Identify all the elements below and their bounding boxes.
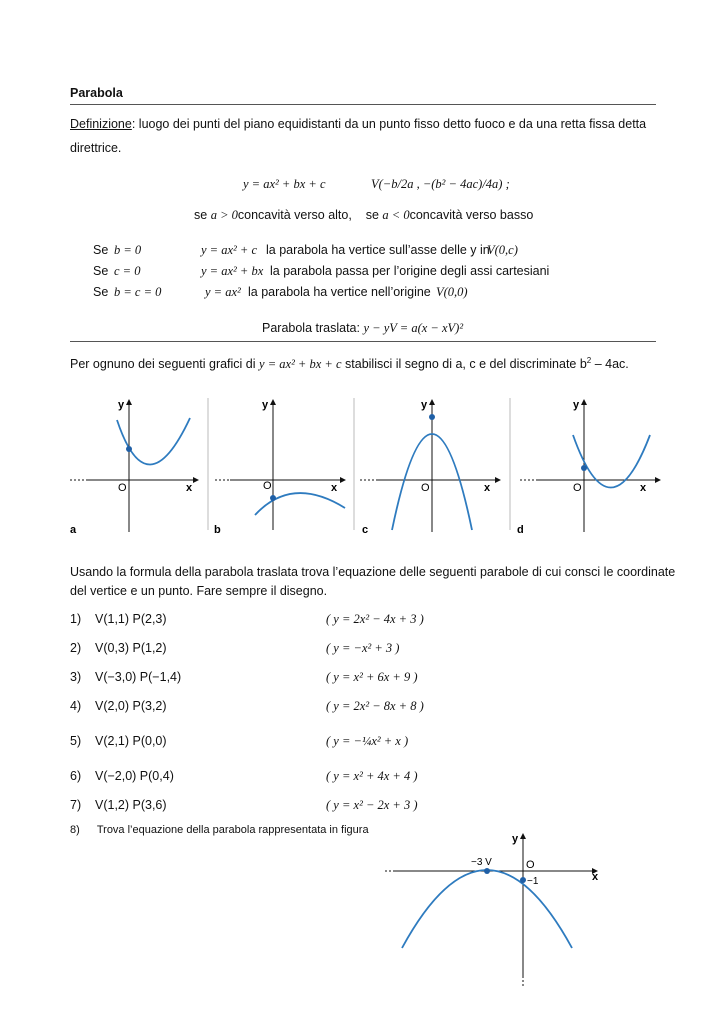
page-title: Parabola bbox=[70, 86, 123, 100]
exercise-number: 7) bbox=[70, 798, 82, 812]
question-1-tail: – 4ac. bbox=[591, 357, 629, 372]
origin-label: O bbox=[421, 482, 430, 494]
x-axis-label: x bbox=[484, 482, 491, 494]
exercise-answer: ( y = 2x² − 8x + 8 ) bbox=[326, 699, 424, 713]
case-text: la parabola ha vertice nell’origine bbox=[248, 285, 431, 299]
y-axis-label: y bbox=[421, 399, 428, 411]
question-1-equation: y = ax² + bx + c bbox=[259, 357, 342, 372]
vertex-formula: V(−b/2a , −(b² − 4ac)/4a) ; bbox=[371, 177, 510, 191]
origin-label: O bbox=[263, 480, 272, 492]
exercise-data: V(2,1) P(0,0) bbox=[95, 734, 167, 748]
concavity-prefix-2: se bbox=[365, 208, 379, 222]
exercise-answer: ( y = x² − 2x + 3 ) bbox=[326, 798, 418, 812]
case-equation: y = ax² bbox=[205, 285, 241, 299]
concavity-text-1: concavità verso alto, bbox=[237, 208, 352, 222]
parabola-curve bbox=[402, 870, 572, 948]
question-2-line2: del vertice e un punto. Fare sempre il disegno. bbox=[70, 584, 328, 598]
graph-d bbox=[517, 399, 660, 536]
x-axis-label: x bbox=[592, 871, 599, 883]
y-intercept-point bbox=[581, 465, 587, 471]
case-text: la parabola passa per l’origine degli assi cartesiani bbox=[270, 264, 550, 278]
case-condition: b = 0 bbox=[114, 243, 142, 257]
origin-label: O bbox=[573, 482, 582, 494]
exercise-8 bbox=[70, 824, 369, 836]
graph-letter: b bbox=[214, 524, 221, 536]
exercise-number: 6) bbox=[70, 769, 82, 783]
exercise-answer: ( y = x² + 6x + 9 ) bbox=[326, 670, 418, 684]
translated-label: Parabola traslata: bbox=[262, 321, 360, 335]
case-vertex: V(0,c) bbox=[487, 243, 518, 257]
vertex-point bbox=[429, 414, 435, 420]
y-axis-label: y bbox=[118, 399, 125, 411]
exercise-number: 3) bbox=[70, 670, 82, 684]
y-intercept-point bbox=[126, 446, 132, 452]
origin-label: O bbox=[526, 859, 535, 871]
exercise-number: 1) bbox=[70, 612, 82, 626]
exercise-data: V(2,0) P(3,2) bbox=[95, 699, 167, 713]
exercise-number: 4) bbox=[70, 699, 82, 713]
exercise-8-figure bbox=[385, 828, 615, 988]
case-prefix: Se bbox=[93, 264, 109, 278]
translated-parabola bbox=[262, 321, 463, 336]
case-equation: y = ax² + c bbox=[201, 243, 258, 257]
concavity-cond-2: a < 0 bbox=[382, 208, 410, 222]
question-1-pre: Per ognuno dei seguenti grafici di bbox=[70, 357, 256, 372]
concavity-cond-1: a > 0 bbox=[210, 208, 238, 222]
general-equation: y = ax² + bx + c bbox=[243, 177, 326, 191]
x-axis-label: x bbox=[186, 482, 193, 494]
graph-letter: a bbox=[70, 524, 77, 536]
question-2-line1: Usando la formula della parabola traslata trova l’equazione delle seguenti parabole di cui consci le coordinate bbox=[70, 565, 676, 579]
exercise-data: V(−2,0) P(0,4) bbox=[95, 769, 174, 783]
graph-a bbox=[70, 399, 198, 536]
parabola-curve bbox=[255, 493, 345, 515]
concavity-text-2: concavità verso basso bbox=[409, 208, 534, 222]
y-axis-label: y bbox=[262, 399, 269, 411]
definition-text-2: direttrice. bbox=[70, 141, 122, 155]
title-divider bbox=[70, 104, 656, 105]
definition-line1 bbox=[70, 117, 646, 131]
translated-equation: y − yV = a(x − xV)² bbox=[363, 321, 464, 335]
vertex-point bbox=[484, 868, 490, 874]
case-prefix: Se bbox=[93, 285, 109, 299]
exercise-answer: ( y = −x² + 3 ) bbox=[326, 641, 400, 655]
y-intercept-point bbox=[270, 495, 276, 501]
intercept-label: −1 bbox=[527, 876, 539, 887]
case-text: la parabola ha vertice sull’asse delle y in bbox=[266, 243, 490, 257]
vertex-label: −3 V bbox=[471, 857, 492, 868]
exercise-number: 8) bbox=[70, 824, 80, 836]
concavity-prefix-1: se bbox=[194, 208, 208, 222]
exercise-number: 5) bbox=[70, 734, 82, 748]
definition-text-1: : luogo dei punti del piano equidistanti da un punto fisso detto fuoco e da una retta fissa detta bbox=[131, 117, 647, 131]
question-1-sup: 2 bbox=[586, 356, 592, 365]
case-condition: c = 0 bbox=[114, 264, 141, 278]
exercise-data: V(1,1) P(2,3) bbox=[95, 612, 167, 626]
case-condition: b = c = 0 bbox=[114, 285, 162, 299]
graphs-panel bbox=[60, 390, 670, 542]
y-axis-label: y bbox=[512, 833, 519, 845]
x-axis-label: x bbox=[331, 482, 338, 494]
question-1-post: stabilisci il segno di a, c e del discriminate b bbox=[345, 357, 587, 372]
graph-letter: c bbox=[362, 524, 369, 536]
section-divider bbox=[70, 341, 656, 342]
case-prefix: Se bbox=[93, 243, 109, 257]
concavity-line bbox=[194, 208, 533, 223]
y-intercept-point bbox=[520, 877, 526, 883]
exercise-answer: ( y = x² + 4x + 4 ) bbox=[326, 769, 418, 783]
exercise-answer: ( y = −¼x² + x ) bbox=[326, 734, 409, 748]
x-axis-label: x bbox=[640, 482, 647, 494]
case-equation: y = ax² + bx bbox=[201, 264, 264, 278]
graph-letter: d bbox=[517, 524, 524, 536]
exercise-number: 2) bbox=[70, 641, 82, 655]
graph-b bbox=[214, 399, 345, 536]
parabola-curve bbox=[117, 418, 190, 465]
question-1 bbox=[70, 356, 629, 372]
definition-label: Definizione bbox=[70, 117, 132, 131]
origin-label: O bbox=[118, 482, 127, 494]
y-axis-label: y bbox=[573, 399, 580, 411]
case-vertex: V(0,0) bbox=[436, 285, 468, 299]
exercise-answer: ( y = 2x² − 4x + 3 ) bbox=[326, 612, 424, 626]
exercise-8-text: Trova l’equazione della parabola rappresentata in figura bbox=[96, 824, 369, 836]
exercise-data: V(1,2) P(3,6) bbox=[95, 798, 167, 812]
exercise-data: V(0,3) P(1,2) bbox=[95, 641, 167, 655]
graph-c bbox=[360, 399, 500, 536]
exercise-data: V(−3,0) P(−1,4) bbox=[95, 670, 182, 684]
